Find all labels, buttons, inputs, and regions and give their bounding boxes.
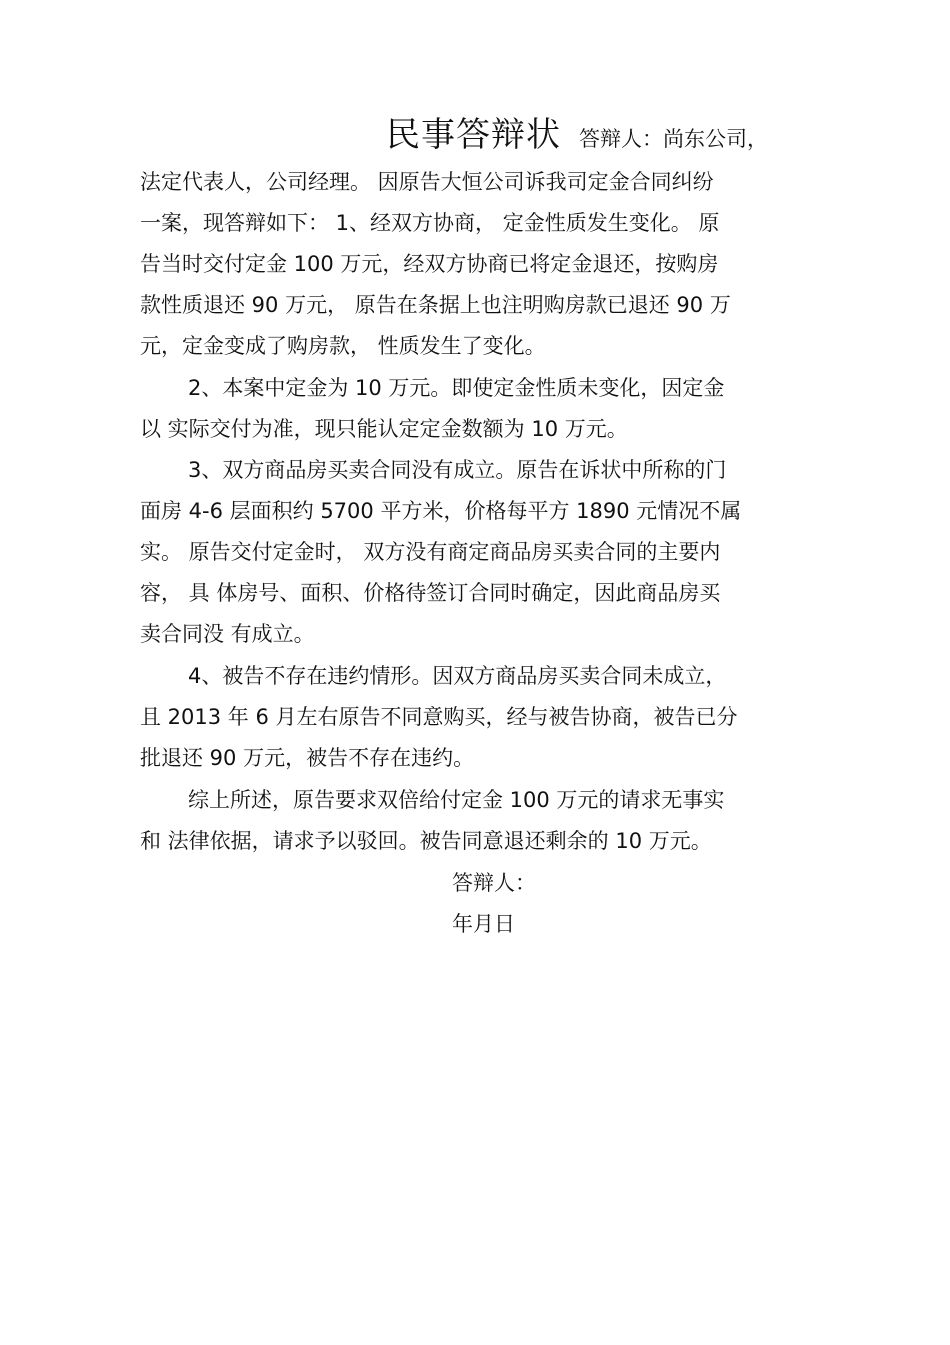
body-line: 批退还 90 万元，被告不存在违约。 <box>140 746 475 770</box>
body-line: 实。 原告交付定金时， 双方没有商定商品房买卖合同的主要内 <box>140 540 721 564</box>
body-line: 告当时交付定金 100 万元，经双方协商已将定金退还，按购房 <box>140 252 719 276</box>
body-line: 综上所述，原告要求双倍给付定金 100 万元的请求无事实 <box>188 788 725 812</box>
respondent-heading: 答辩人：尚东公司， <box>579 127 768 151</box>
body-line: 4、被告不存在违约情形。因双方商品房买卖合同未成立， <box>188 664 727 688</box>
body-line: 款性质退还 90 万元， 原告在条据上也注明购房款已退还 90 万 <box>140 293 731 317</box>
body-line: 且 2013 年 6 月左右原告不同意购买，经与被告协商，被告已分 <box>140 705 738 729</box>
signature-label: 答辩人： <box>452 871 536 895</box>
body-line: 一案，现答辩如下： 1、经双方协商， 定金性质发生变化。 原 <box>140 211 720 235</box>
body-line: 和 法律依据，请求予以驳回。被告同意退还剩余的 10 万元。 <box>140 829 712 853</box>
body-line: 卖合同没 有成立。 <box>140 622 315 646</box>
body-line: 容， 具 体房号、面积、价格待签订合同时确定，因此商品房买 <box>140 581 721 605</box>
body-line: 以 实际交付为准，现只能认定定金数额为 10 万元。 <box>140 417 628 441</box>
body-line: 3、双方商品房买卖合同没有成立。原告在诉状中所称的门 <box>188 458 727 482</box>
body-line: 面房 4-6 层面积约 5700 平方米，价格每平方 1890 元情况不属 <box>140 499 742 523</box>
document-title: 民事答辩状 <box>386 115 561 155</box>
body-line: 法定代表人，公司经理。 因原告大恒公司诉我司定金合同纠纷 <box>140 170 714 194</box>
body-line: 元，定金变成了购房款， 性质发生了变化。 <box>140 334 546 358</box>
title-row <box>386 110 768 164</box>
body-line: 2、本案中定金为 10 万元。即使定金性质未变化，因定金 <box>188 376 725 400</box>
date-label: 年月日 <box>452 912 515 936</box>
